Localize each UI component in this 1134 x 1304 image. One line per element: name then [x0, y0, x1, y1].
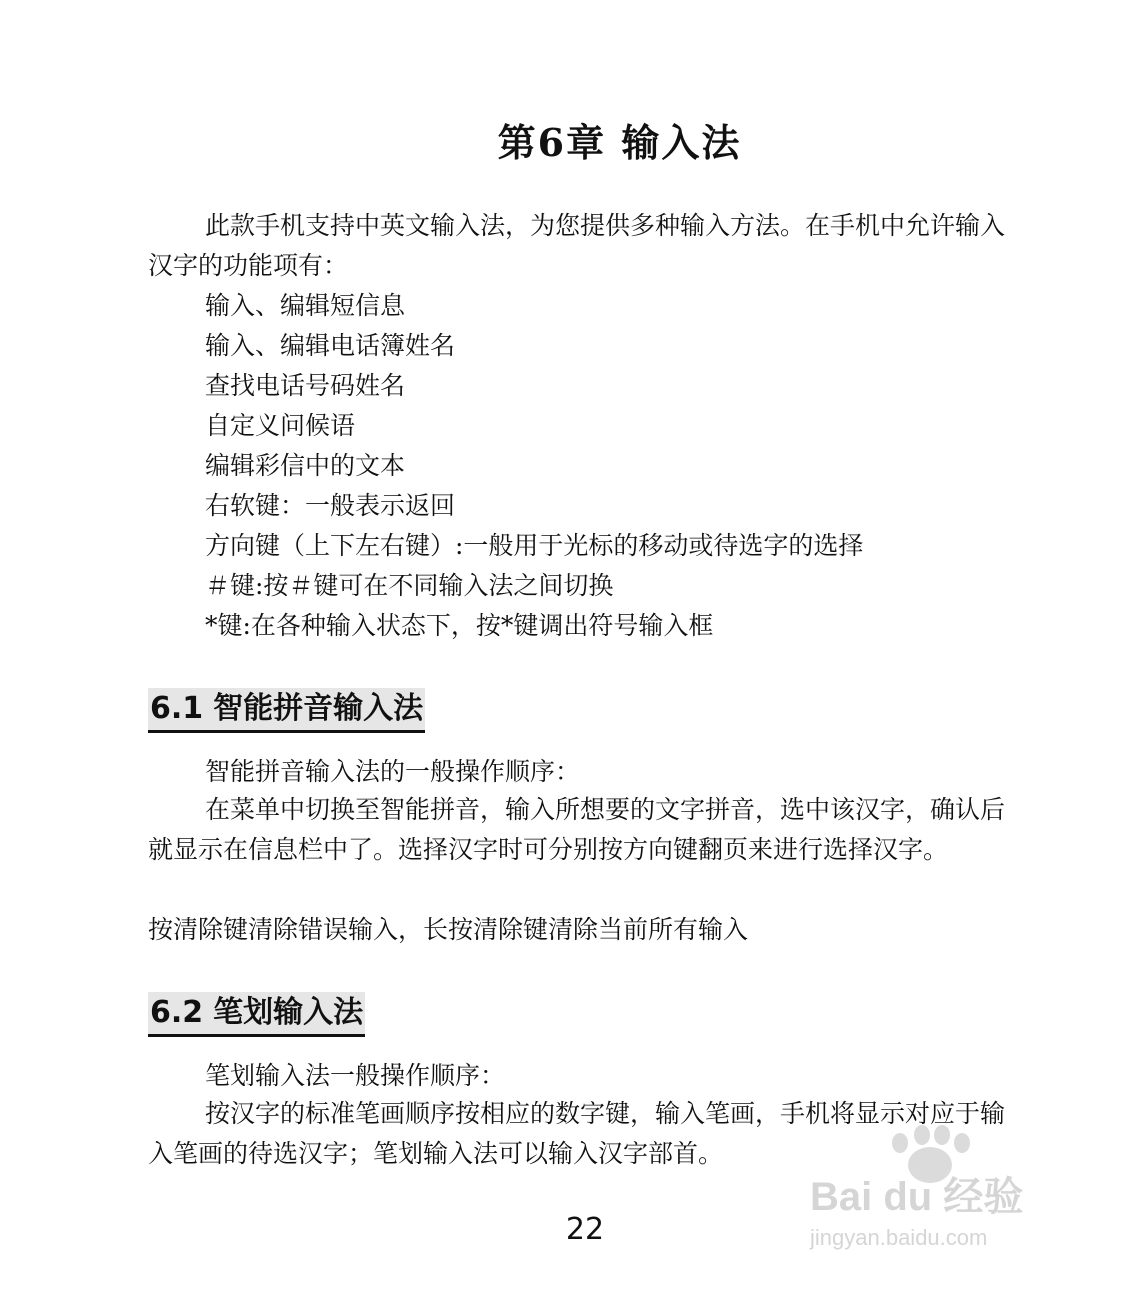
list-item: 方向键（上下左右键）:一般用于光标的移动或待选字的选择	[205, 531, 864, 560]
list-item: 查找电话号码姓名	[205, 371, 406, 400]
list-item: *键:在各种输入状态下，按*键调出符号输入框	[205, 611, 714, 640]
section-2-paragraph: 按汉字的标准笔画顺序按相应的数字键，输入笔画，手机将显示对应于输入笔画的待选汉字；笔划输入法可以输入汉字部首。	[148, 1099, 1006, 1168]
section-number: 6.1	[150, 691, 204, 726]
intro-paragraph: 此款手机支持中英文输入法，为您提供多种输入方法。在手机中允许输入汉字的功能项有：	[148, 211, 1006, 280]
section-number: 6.2	[150, 995, 204, 1030]
section-heading-6-2	[148, 992, 365, 1037]
section-heading-6-1	[148, 688, 425, 733]
section-title: 智能拼音输入法	[213, 691, 424, 726]
list-item: 输入、编辑电话簿姓名	[205, 331, 456, 360]
section-title: 笔划输入法	[213, 995, 364, 1030]
page-number: 22	[565, 1212, 605, 1247]
list-item: 输入、编辑短信息	[205, 291, 406, 320]
watermark-brand: Bai du 经验	[810, 1175, 1024, 1219]
section-1-paragraph: 在菜单中切换至智能拼音，输入所想要的文字拼音，选中该汉字，确认后就显示在信息栏中了。选择汉字时可分别按方向键翻页来进行选择汉字。	[148, 795, 1006, 864]
chapter-title: 第6章 输入法	[497, 120, 742, 165]
watermark-url: jingyan.baidu.com	[810, 1225, 988, 1250]
list-item: ＃键:按＃键可在不同输入法之间切换	[205, 571, 614, 600]
section-2-intro: 笔划输入法一般操作顺序：	[205, 1061, 506, 1090]
list-item: 右软键：一般表示返回	[205, 491, 456, 520]
list-item: 自定义问候语	[205, 411, 356, 440]
section-1-note: 按清除键清除错误输入，长按清除键清除当前所有输入	[148, 915, 749, 944]
section-1-intro: 智能拼音输入法的一般操作顺序：	[205, 757, 581, 786]
baidu-jingyan-watermark	[800, 1125, 1070, 1265]
list-item: 编辑彩信中的文本	[205, 451, 406, 480]
